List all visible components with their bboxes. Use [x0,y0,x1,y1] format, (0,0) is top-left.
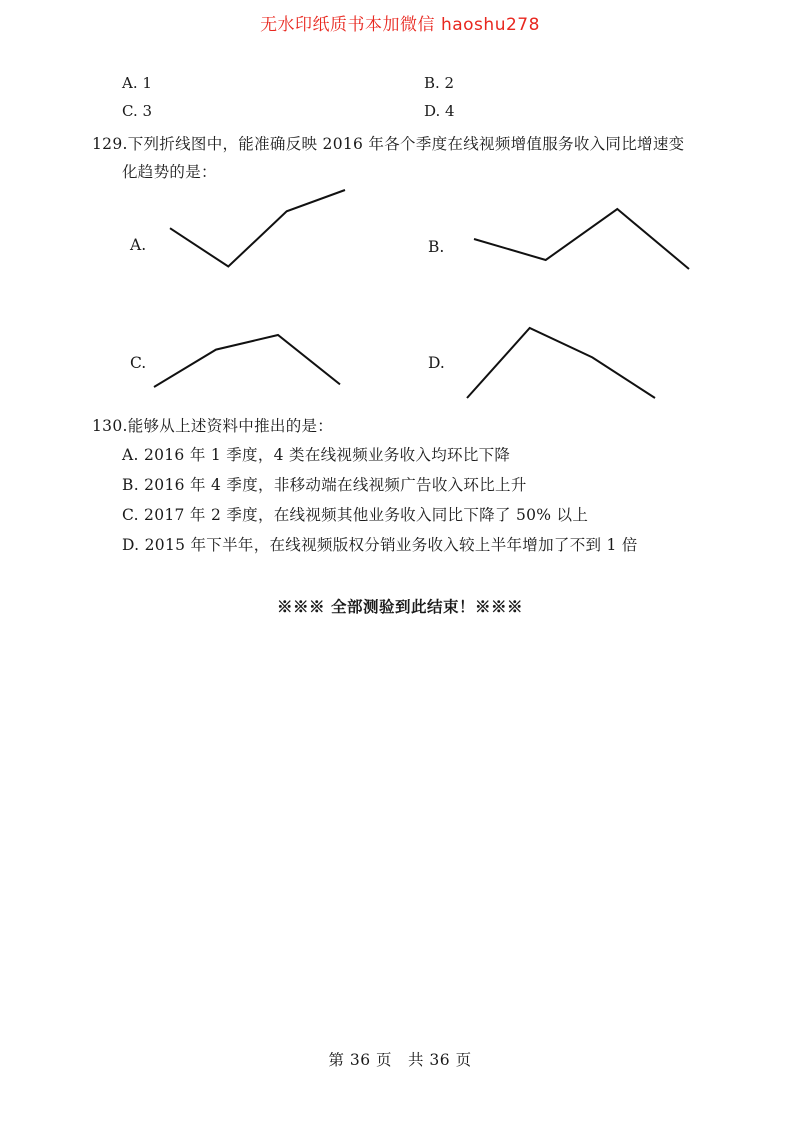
q129-stem-line1: 129.下列折线图中，能准确反映 2016 年各个季度在线视频增值服务收入同比增速变 [92,135,685,153]
watermark-text: 无水印纸质书本加微信 haoshu278 [260,15,540,35]
page-footer: 第 36 页 共 36 页 [328,1051,472,1069]
q129-option-c-line [154,335,340,387]
q129-option-c-label: C. [130,354,147,372]
q129-stem-line2: 化趋势的是： [122,163,217,181]
prev-option-b: B. 2 [424,74,455,92]
test-end-notice: ※※※ 全部测验到此结束！※※※ [277,597,523,616]
prev-option-c: C. 3 [122,102,153,120]
q129-option-d-line [467,328,655,398]
q129-option-a-chart [170,190,345,275]
q130-option-b: B. 2016 年 4 季度，非移动端在线视频广告收入环比上升 [122,476,527,494]
q129-option-b-label: B. [428,238,445,256]
prev-option-a: A. 1 [122,74,152,92]
q130-stem: 130.能够从上述资料中推出的是： [92,417,334,435]
q129-option-a-label: A. [130,236,147,254]
q129-option-c-chart [154,335,340,387]
q129-option-a-line [170,190,345,267]
q129-option-b-line [474,209,689,269]
prev-option-d: D. 4 [424,102,455,120]
q129-option-d-label: D. [428,354,445,372]
q129-option-d-chart [467,328,655,398]
q129-option-b-chart [474,209,689,269]
q130-option-d: D. 2015 年下半年，在线视频版权分销业务收入较上半年增加了不到 1 倍 [122,536,638,554]
q130-option-a: A. 2016 年 1 季度，4 类在线视频业务收入均环比下降 [122,446,511,464]
q130-option-c: C. 2017 年 2 季度，在线视频其他业务收入同比下降了 50% 以上 [122,506,589,524]
